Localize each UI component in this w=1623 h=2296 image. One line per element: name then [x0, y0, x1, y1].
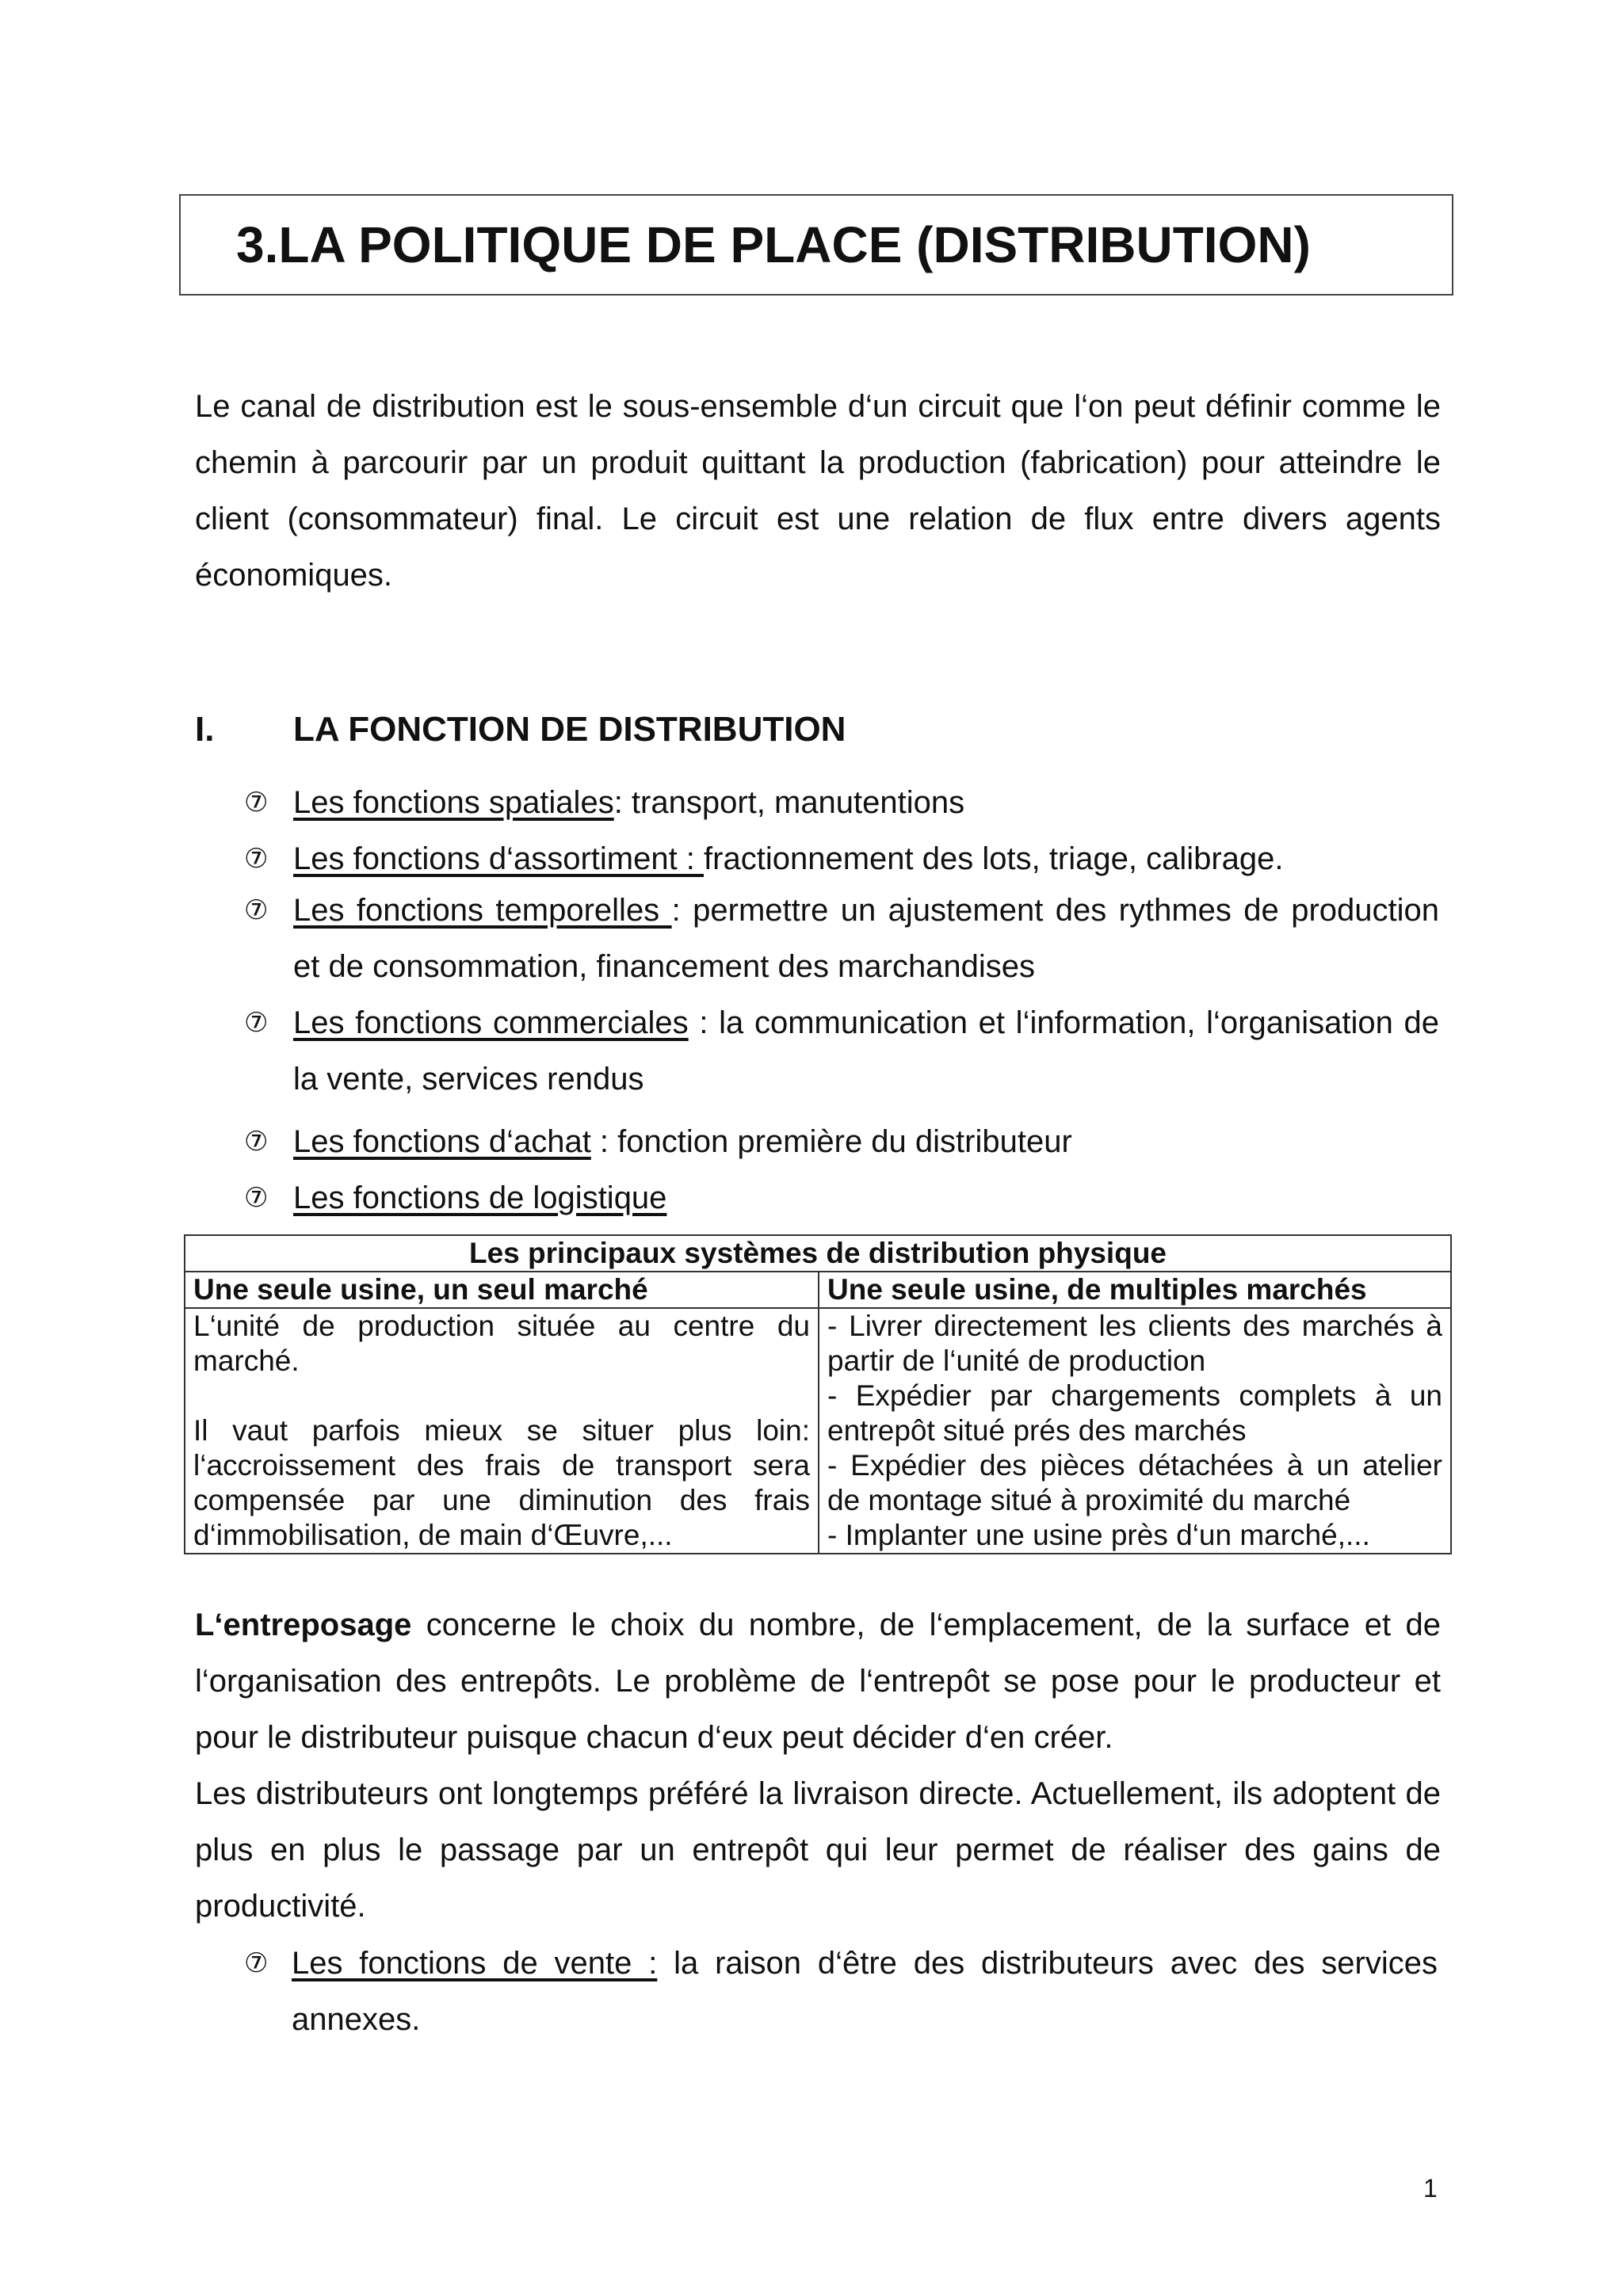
intro-paragraph: Le canal de distribution est le sous-ensemble d‘un circuit que l‘on peut définir comme le chemin à parcourir par un produit quittant la production (fabrication) pour atteindre le client (consommateur) final. Le circuit est une relation de flux entre divers agents économiques.: [195, 389, 1441, 593]
bullet-icon: ⑦: [244, 1947, 269, 1979]
cell-spacer: [193, 1379, 810, 1413]
bullet-term: Les fonctions temporelles: [293, 893, 672, 928]
bullet-term: Les fonctions commerciales: [293, 1005, 689, 1040]
paragraph-text: concerne le choix du nombre, de l‘emplacement, de la surface et de l‘organisation des entrepôts. Le problème de l‘entrepôt se pose pour le producteur et pour le distributeur puisque chacun d‘eux peut décider d‘en créer.: [195, 1608, 1441, 1755]
table-column-header: Une seule usine, un seul marché: [185, 1272, 819, 1308]
storage-paragraph: [195, 1597, 1441, 1766]
section-number: I.: [195, 710, 215, 749]
bullet-icon: ⑦: [244, 1126, 269, 1158]
table-caption: Les principaux systèmes de distribution physique: [185, 1235, 1451, 1272]
distributors-paragraph: Les distributeurs ont longtemps préféré la livraison directe. Actuellement, ils adoptent de plus en plus le passage par un entrepôt qui leur permet de réaliser des gains de productivité.: [195, 1776, 1441, 1924]
table-cell-multiple-markets: [819, 1308, 1451, 1554]
table-cell-single-market: [185, 1308, 819, 1554]
cell-line: - Livrer directement les clients des marchés à partir de l‘unité de production: [827, 1310, 1442, 1377]
bullet-icon: ⑦: [244, 894, 269, 926]
bullet-text: la raison d‘être des distributeurs avec des services annexes.: [292, 1946, 1438, 2037]
bullet-icon: ⑦: [244, 1007, 269, 1039]
bullet-text: fractionnement des lots, triage, calibrage.: [704, 841, 1284, 876]
bullet-term: Les fonctions de vente :: [292, 1946, 658, 1981]
cell-line: - Expédier par chargements complets à un entrepôt situé prés des marchés: [827, 1379, 1442, 1447]
bullet-text: : fonction première du distributeur: [590, 1124, 1072, 1159]
bullet-icon: ⑦: [244, 787, 269, 818]
page-title: 3.LA POLITIQUE DE PLACE (DISTRIBUTION): [236, 216, 1311, 273]
bullet-text: : transport, manutentions: [613, 785, 965, 820]
bullet-icon: ⑦: [244, 843, 269, 875]
distribution-systems-table: [184, 1234, 1452, 1554]
section-title: LA FONCTION DE DISTRIBUTION: [293, 710, 846, 749]
cell-paragraph: Il vaut parfois mieux se situer plus loin: l‘accroissement des frais de transport sera compensée par une diminution des frais d‘immobilisation, de main d‘Œuvre,...: [193, 1414, 810, 1551]
bullet-term: Les fonctions spatiales: [293, 785, 614, 820]
title-box: [179, 194, 1453, 296]
table-column-header: Une seule usine, de multiples marchés: [819, 1272, 1451, 1308]
cell-line: - Expédier des pièces détachées à un atelier de montage situé à proximité du marché: [827, 1449, 1442, 1516]
bullet-icon: ⑦: [244, 1182, 269, 1214]
bullet-text: : permettre un ajustement des rythmes de production et de consommation, financement des marchandises: [293, 893, 1440, 984]
page-number: 1: [1423, 2174, 1438, 2203]
bullet-term: Les fonctions d‘achat: [293, 1124, 591, 1159]
bold-term: L‘entreposage: [195, 1608, 412, 1642]
cell-line: - Implanter une usine près d‘un marché,...: [827, 1519, 1370, 1551]
bullet-term: Les fonctions de logistique: [293, 1180, 667, 1215]
bullet-text: : la communication et l‘information, l‘organisation de la vente, services rendus: [293, 1005, 1439, 1097]
bullet-term: Les fonctions d‘assortiment :: [293, 841, 705, 876]
cell-paragraph: L‘unité de production située au centre du marché.: [193, 1310, 810, 1377]
